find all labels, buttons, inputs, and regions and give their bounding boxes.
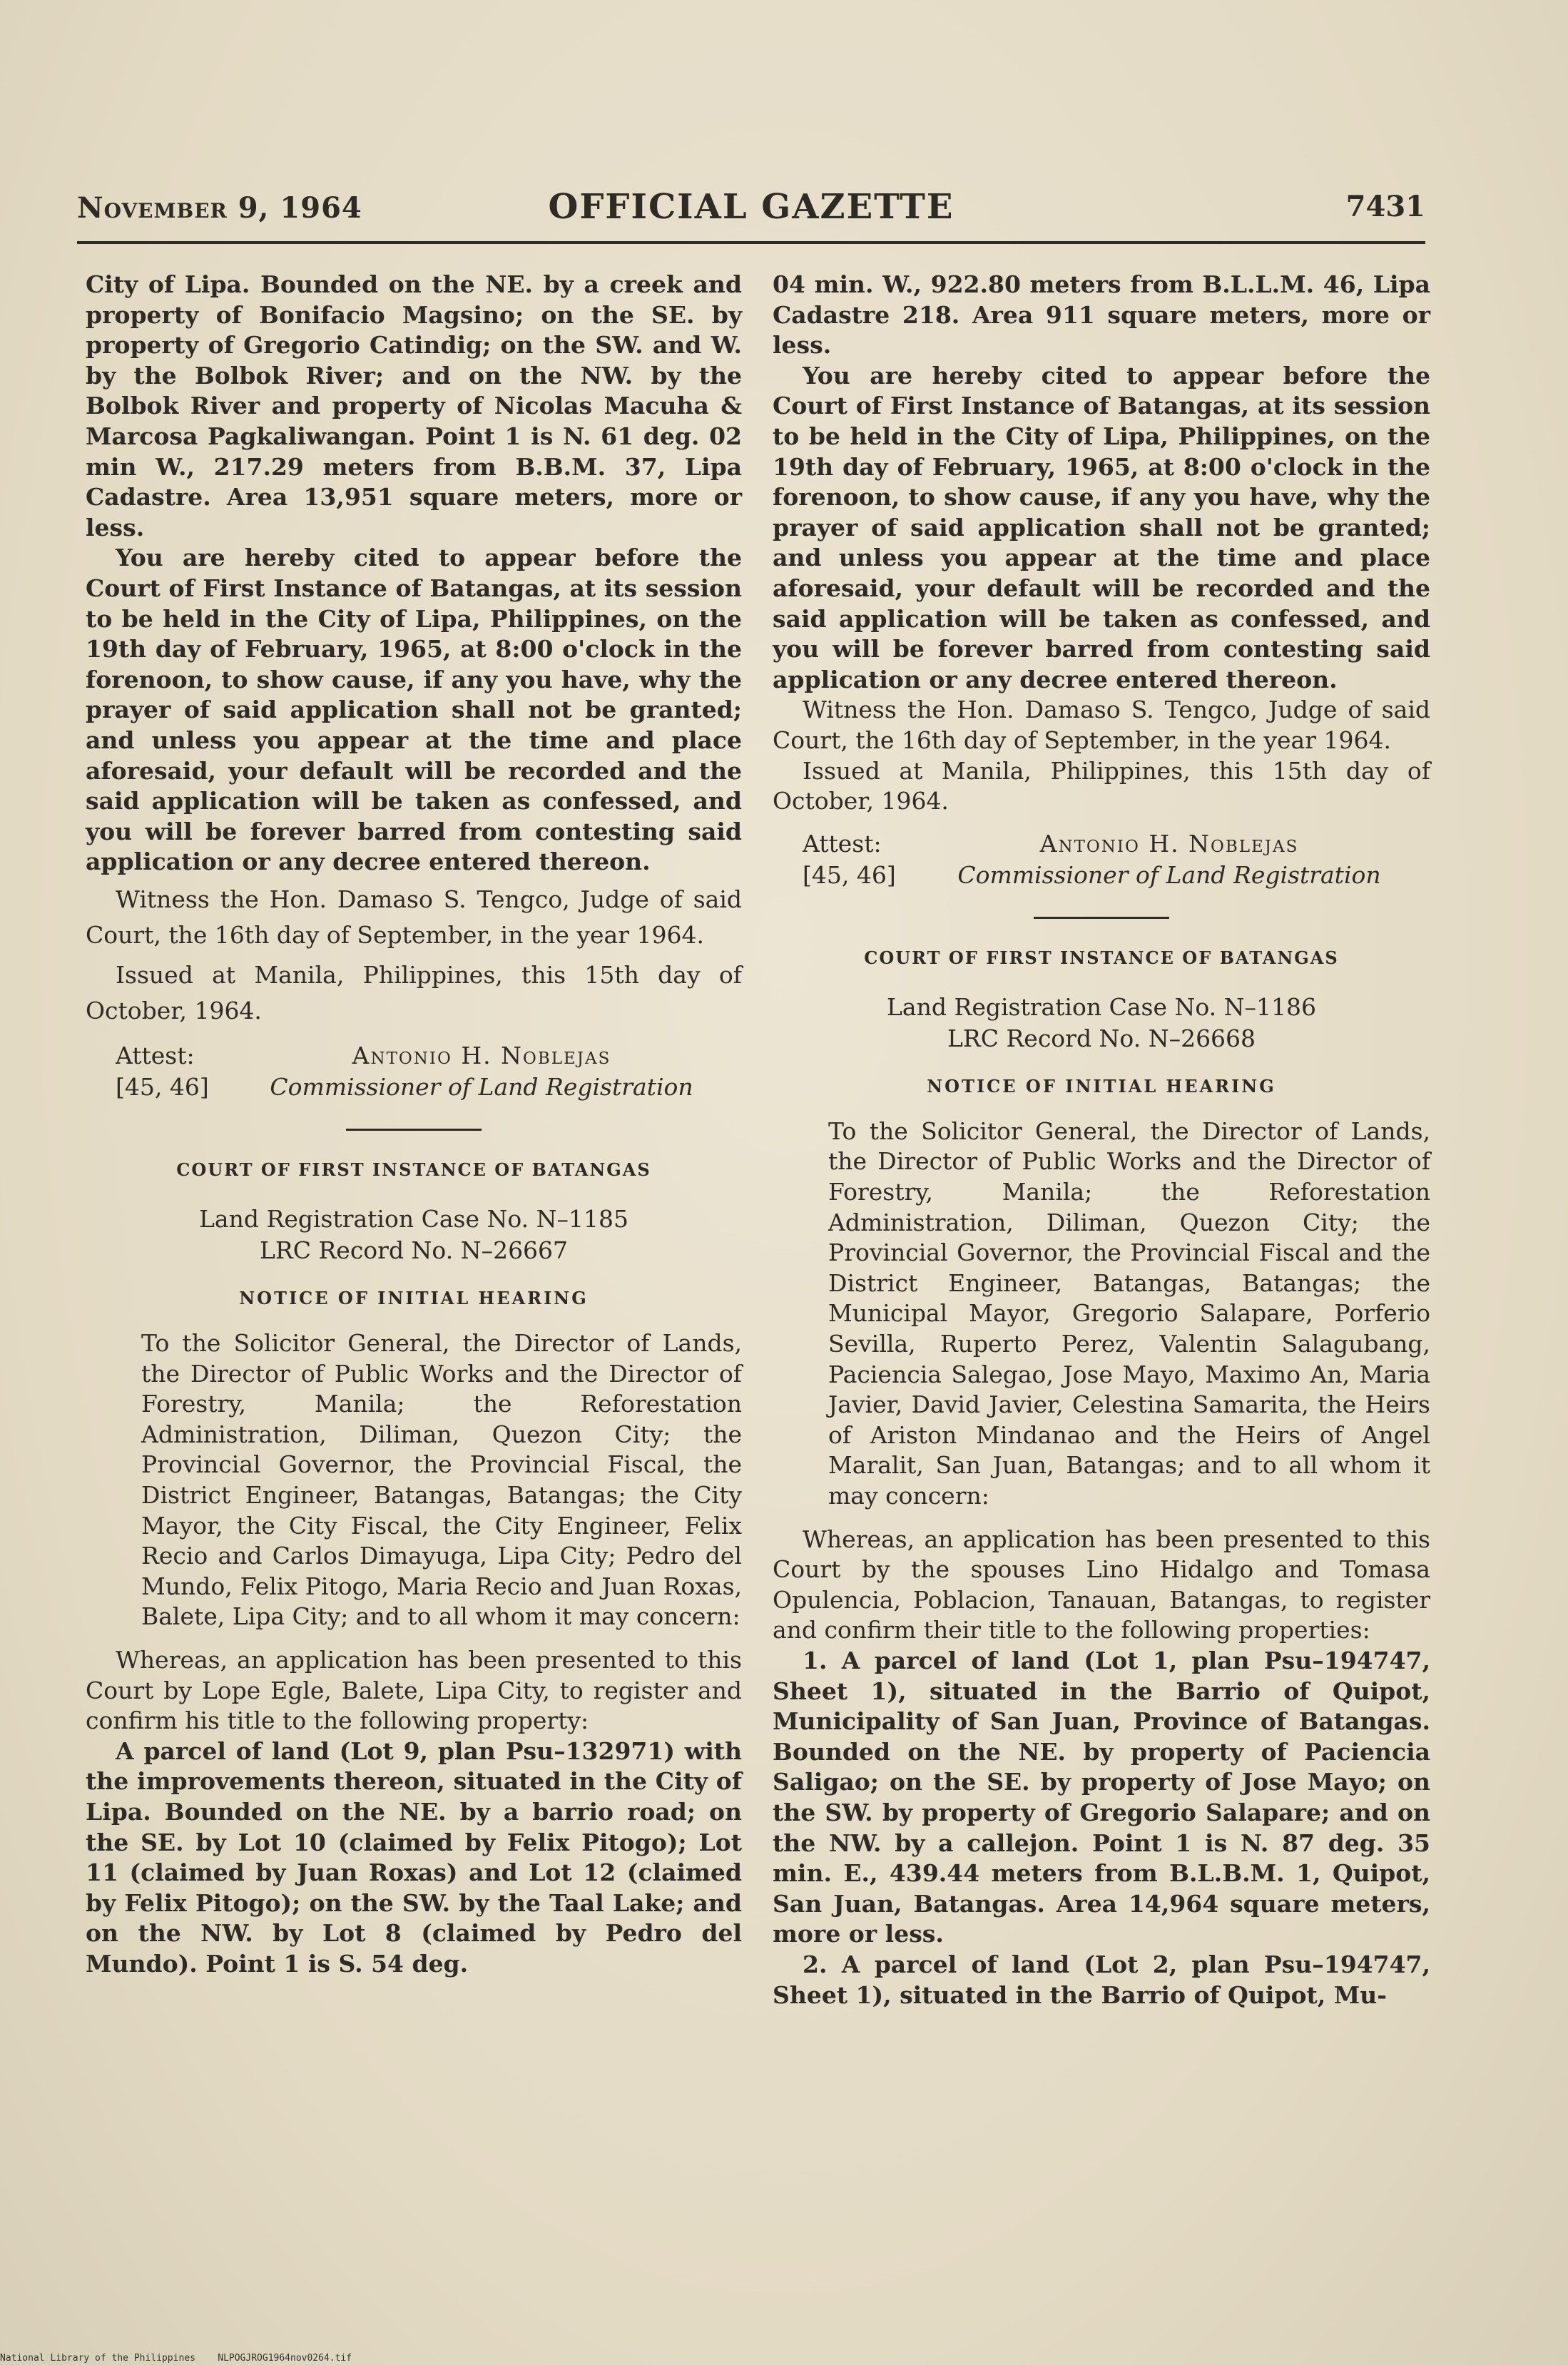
signer-title: Commissioner of Land Registration: [957, 860, 1381, 889]
citation-paragraph: You are hereby cited to appear before the Court of First Instance of Batangas, at its session to be held in the City of Lipa, Philippines, on the 19th day of February, 1965, at 8:00 o'clock in the forenoon, to show cause, if any you have, why the prayer of said application shall not be granted; and unless you appear at the time and place aforesaid, your default will be recorded and the said application will be taken as confessed, and you will be forever barred from contesting said application or any decree entered thereon.: [86, 544, 742, 876]
attest-block: [773, 828, 1430, 891]
parcel-1-description: 1. A parcel of land (Lot 1, plan Psu–194747, Sheet 1), situated in the Barrio of Quipot, Municipality of San Juan, Province of Batangas. Bounded on the NE. by property of Paciencia Saligao; on the SE. by property of Jose Mayo; on the SW. by property of Gregorio Salapare; and on the NW. by a callejon. Point 1 is N. 87 deg. 35 min. E., 439.44 meters from B.L.B.M. 1, Quipot, San Juan, Batangas. Area 14,964 square meters, more or less.: [773, 1646, 1430, 1948]
signer-title: Commissioner of Land Registration: [270, 1072, 693, 1101]
attest-reference: [45, 46]: [116, 1072, 209, 1101]
addressees: To the Solicitor General, the Director of Lands, the Director of Public Works and the Director of Forestry, Manila; the Reforestation Administration, Diliman, Quezon City; the Provincial Governor, the Provincial Fiscal and the District Engineer, Batangas, Batangas; the Municipal Mayor, Gregorio Salapare, Porferio Sevilla, Ruperto Perez, Valentin Salagubang, Paciencia Salegao, Jose Mayo, Maximo An, Maria Javier, David Javier, Celestina Samarita, the Heirs of Ariston Mindanao and the Heirs of Angel Maralit, San Juan, Batangas; and to all whom it may concern:: [828, 1117, 1430, 1510]
issued-paragraph: Issued at Manila, Philippines, this 15th day of October, 1964.: [773, 756, 1430, 815]
attest-block: [86, 1040, 742, 1103]
addressees: To the Solicitor General, the Director of Lands, the Director of Public Works and the Director of Forestry, Manila; the Reforestation Administration, Diliman, Quezon City; the Provincial Governor, the Provincial Fiscal, the District Engineer, Batangas, Batangas; the City Mayor, the City Fiscal, the City Engineer, Felix Recio and Carlos Dimayuga, Lipa City; Pedro del Mundo, Felix Pitogo, Maria Recio and Juan Roxas, Balete, Lipa City; and to all whom it may concern:: [141, 1329, 742, 1631]
notice-heading: NOTICE OF INITIAL HEARING: [239, 1288, 589, 1309]
issued-paragraph: Issued at Manila, Philippines, this 15th day of October, 1964.: [86, 960, 742, 1024]
header-rule: [77, 241, 1425, 244]
case-number: Land Registration Case No. N–1186: [887, 993, 1316, 1022]
publication-title: OFFICIAL GAZETTE: [548, 187, 954, 227]
case-number: Land Registration Case No. N–1185: [199, 1205, 628, 1234]
record-number: LRC Record No. N–26668: [947, 1024, 1256, 1053]
parcel-2-description: 2. A parcel of land (Lot 2, plan Psu–194747, Sheet 1), situated in the Barrio of Quipot, Mu-: [773, 1950, 1430, 2009]
scan-footer: [0, 2353, 1568, 2365]
attest-label: Attest:: [116, 1041, 195, 1069]
court-heading: COURT OF FIRST INSTANCE OF BATANGAS: [864, 947, 1339, 968]
page-number: 7431: [1345, 190, 1425, 223]
notice-heading: NOTICE OF INITIAL HEARING: [927, 1076, 1276, 1097]
attest-label: Attest:: [803, 829, 882, 858]
witness-paragraph: Witness the Hon. Damaso S. Tengco, Judge of said Court, the 16th day of September, in the year 1964.: [773, 696, 1430, 754]
property-description-end: 04 min. W., 922.80 meters from B.L.L.M. 46, Lipa Cadastre 218. Area 911 square meters, more or less.: [773, 270, 1430, 360]
signer-name: Antonio H. Noblejas: [1039, 829, 1299, 858]
section-divider: [346, 1129, 482, 1131]
left-column: [86, 270, 742, 1980]
whereas-paragraph: Whereas, an application has been presented to this Court by Lope Egle, Balete, Lipa City, to register and confirm his title to the following property:: [86, 1646, 742, 1735]
scan-filename: NLPOGJROG1964nov0264.tif: [218, 2353, 352, 2364]
signer-name: Antonio H. Noblejas: [352, 1041, 611, 1069]
attest-reference: [45, 46]: [803, 860, 896, 889]
issue-date: November 9, 1964: [77, 191, 362, 225]
whereas-paragraph: Whereas, an application has been presented to this Court by the spouses Lino Hidalgo and Tomasa Opulencia, Poblacion, Tanauan, Batangas, to register and confirm their title to the following properties:: [773, 1525, 1430, 1644]
parcel-description: A parcel of land (Lot 9, plan Psu–132971) with the improvements thereon, situated in the City of Lipa. Bounded on the NE. by a barrio road; on the SE. by Lot 10 (claimed by Felix Pitogo); Lot 11 (claimed by Juan Roxas) and Lot 12 (claimed by Felix Pitogo); on the SW. by the Taal Lake; and on the NW. by Lot 8 (claimed by Pedro del Mundo). Point 1 is S. 54 deg.: [86, 1736, 742, 1978]
court-heading: COURT OF FIRST INSTANCE OF BATANGAS: [176, 1159, 651, 1180]
property-description-end: City of Lipa. Bounded on the NE. by a creek and property of Bonifacio Magsino; on the SE. by property of Gregorio Catindig; on the SW. and W. by the Bolbok River; and on the NW. by the Bolbok River and property of Nicolas Macuha & Marcosa Pagkaliwangan. Point 1 is N. 61 deg. 02 min W., 217.29 meters from B.B.M. 37, Lipa Cadastre. Area 13,951 square meters, more or less.: [86, 270, 742, 541]
citation-paragraph: You are hereby cited to appear before the Court of First Instance of Batangas, at its session to be held in the City of Lipa, Philippines, on the 19th day of February, 1965, at 8:00 o'clock in the forenoon, to show cause, if any you have, why the prayer of said application shall not be granted; and unless you appear at the time and place aforesaid, your default will be recorded and the said application will be taken as confessed, and you will be forever barred from contesting said application or any decree entered thereon.: [773, 361, 1430, 693]
right-column: [773, 270, 1430, 2010]
witness-paragraph: Witness the Hon. Damaso S. Tengco, Judge of said Court, the 16th day of September, in the year 1964.: [86, 885, 742, 949]
page-header: [77, 187, 1425, 237]
library-credit: National Library of the Philippines: [0, 2353, 195, 2364]
section-divider: [1034, 917, 1169, 919]
record-number: LRC Record No. N–26667: [259, 1236, 569, 1265]
